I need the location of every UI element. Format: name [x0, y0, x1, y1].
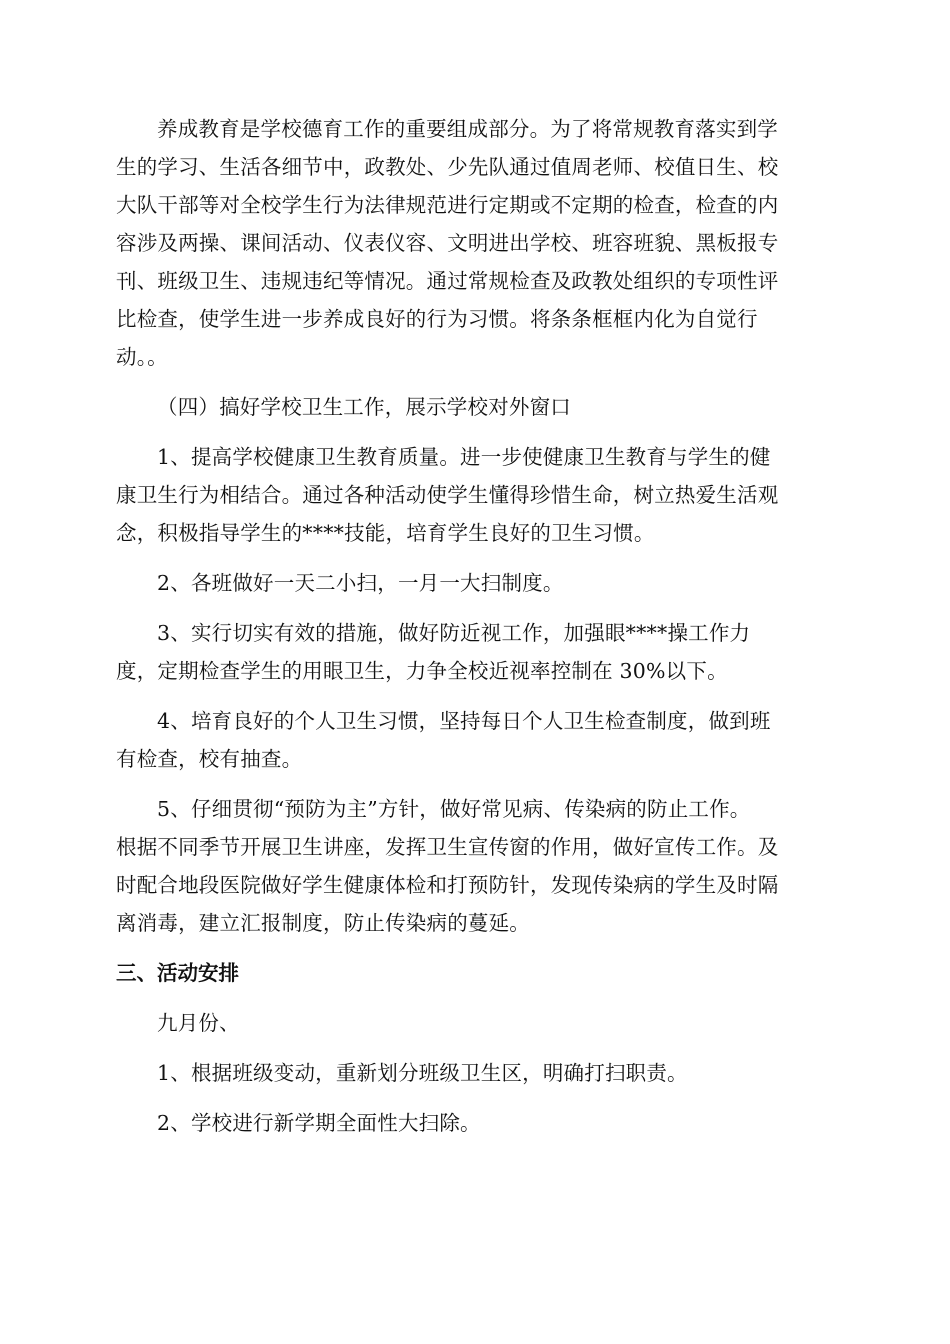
text-line: 度，定期检查学生的用眼卫生，力争全校近视率控制在 30%以下。	[116, 659, 728, 683]
text-line: 生的学习、生活各细节中，政教处、少先队通过值周老师、校值日生、校	[116, 155, 779, 179]
paragraph-september: 九月份、	[157, 1011, 240, 1035]
text-line: 3、实行切实有效的措施，做好防近视工作，加强眼****操工作力	[157, 621, 751, 645]
text-line: 大队干部等对全校学生行为法律规范进行定期或不定期的检查，检查的内	[116, 193, 779, 217]
paragraph-item-5	[116, 790, 832, 942]
paragraph-sept-item-1: 1、根据班级变动，重新划分班级卫生区，明确打扫职责。	[157, 1061, 688, 1085]
text-line: 比检查，使学生进一步养成良好的行为习惯。将条条框框内化为自觉行	[116, 307, 758, 331]
text-line: 容涉及两操、课间活动、仪表仪容、文明进出学校、班容班貌、黑板报专	[116, 231, 779, 255]
paragraph-sept-item-2: 2、学校进行新学期全面性大扫除。	[157, 1111, 481, 1135]
section-heading-activities: 三、活动安排	[116, 961, 239, 985]
text-line: 刊、班级卫生、违规违纪等情况。通过常规检查及政教处组织的专项性评	[116, 269, 779, 293]
section-heading-hygiene: （四）搞好学校卫生工作，展示学校对外窗口	[157, 395, 571, 419]
paragraph-habit-education	[116, 110, 832, 376]
text-line: 4、培育良好的个人卫生习惯，坚持每日个人卫生检查制度，做到班	[157, 709, 771, 733]
text-line: 1、提高学校健康卫生教育质量。进一步使健康卫生教育与学生的健	[157, 445, 771, 469]
text-line: 根据不同季节开展卫生讲座，发挥卫生宣传窗的作用，做好宣传工作。及	[116, 835, 779, 859]
text-line: 动。。	[116, 345, 168, 369]
document-body	[116, 110, 832, 1142]
text-line: 养成教育是学校德育工作的重要组成部分。为了将常规教育落实到学	[157, 117, 778, 141]
paragraph-item-1	[116, 438, 832, 552]
text-line: 康卫生行为相结合。通过各种活动使学生懂得珍惜生命，树立热爱生活观	[116, 483, 779, 507]
paragraph-item-4	[116, 702, 832, 778]
text-line: 有检查，校有抽查。	[116, 747, 303, 771]
text-line: 5、仔细贯彻“预防为主”方针，做好常见病、传染病的防止工作。	[157, 797, 751, 821]
text-line: 时配合地段医院做好学生健康体检和打预防针，发现传染病的学生及时隔	[116, 873, 779, 897]
text-line: 念，积极指导学生的****技能，培育学生良好的卫生习惯。	[116, 521, 655, 545]
paragraph-item-3	[116, 614, 832, 690]
text-line: 离消毒，建立汇报制度，防止传染病的蔓延。	[116, 911, 530, 935]
paragraph-item-2: 2、各班做好一天二小扫，一月一大扫制度。	[157, 571, 564, 595]
